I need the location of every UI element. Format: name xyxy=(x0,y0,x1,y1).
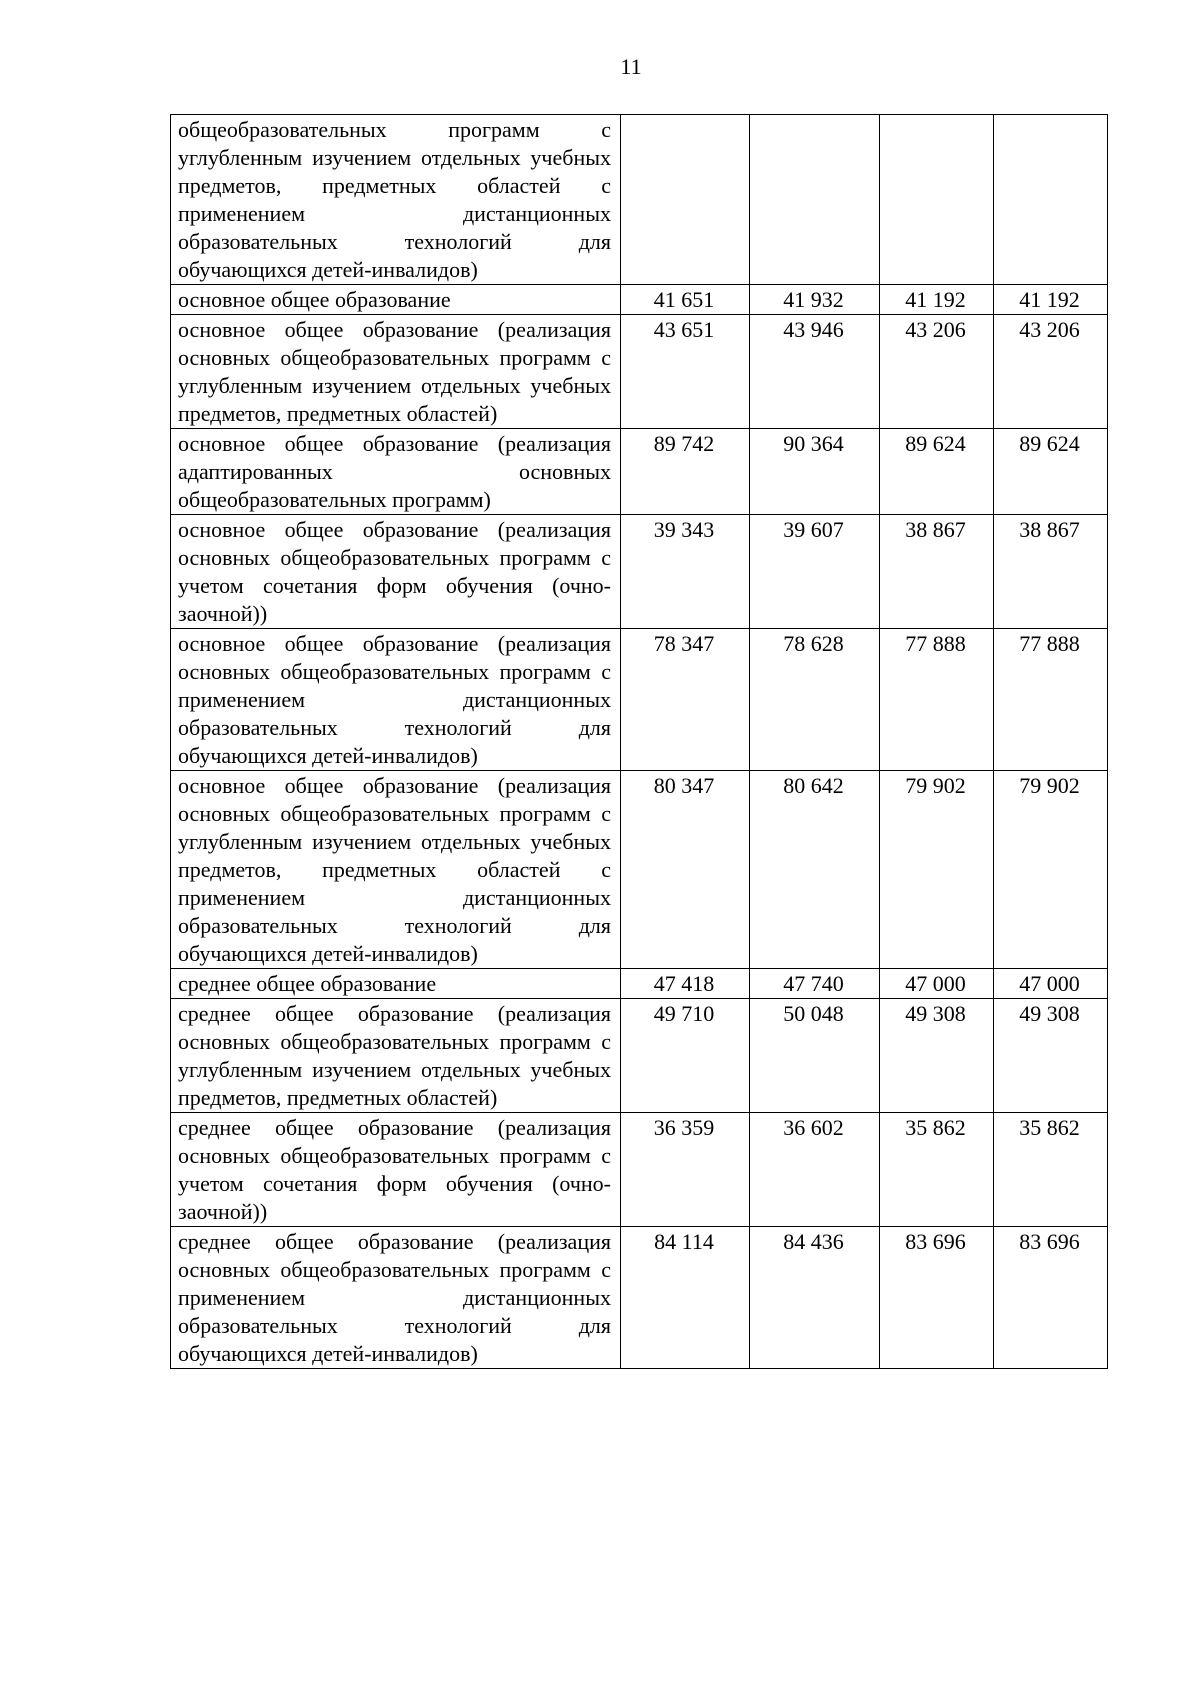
row-value: 39 343 xyxy=(621,515,750,629)
row-value: 79 902 xyxy=(880,771,994,969)
table-row xyxy=(171,429,1108,515)
table-row xyxy=(171,515,1108,629)
row-value: 36 602 xyxy=(750,1113,880,1227)
row-description: среднее общее образование (реализация основных общеобразовательных программ с углубленным изучением отдельных учебных предметов, предметных областей) xyxy=(171,999,621,1113)
row-value: 38 867 xyxy=(880,515,994,629)
row-value xyxy=(994,115,1108,285)
row-value: 43 651 xyxy=(621,315,750,429)
row-value: 83 696 xyxy=(880,1227,994,1369)
table-row xyxy=(171,115,1108,285)
row-description: среднее общее образование (реализация основных общеобразовательных программ с применением дистанционных образовательных технологий для обучающихся детей-инвалидов) xyxy=(171,1227,621,1369)
row-value: 47 000 xyxy=(880,969,994,999)
row-description: основное общее образование (реализация основных общеобразовательных программ с применением дистанционных образовательных технологий для обучающихся детей-инвалидов) xyxy=(171,629,621,771)
table-row xyxy=(171,1227,1108,1369)
row-value: 83 696 xyxy=(994,1227,1108,1369)
row-value: 47 740 xyxy=(750,969,880,999)
row-description: основное общее образование (реализация основных общеобразовательных программ с углубленным изучением отдельных учебных предметов, предметных областей с применением дистанционных образовательных технологий для обучающихся детей-инвалидов) xyxy=(171,771,621,969)
row-value: 39 607 xyxy=(750,515,880,629)
row-value: 43 946 xyxy=(750,315,880,429)
row-value: 41 192 xyxy=(994,285,1108,315)
row-value: 36 359 xyxy=(621,1113,750,1227)
row-description: среднее общее образование xyxy=(171,969,621,999)
row-value: 38 867 xyxy=(994,515,1108,629)
row-value: 47 418 xyxy=(621,969,750,999)
row-value: 43 206 xyxy=(880,315,994,429)
row-value: 80 347 xyxy=(621,771,750,969)
row-value: 78 347 xyxy=(621,629,750,771)
row-description: основное общее образование (реализация адаптированных основных общеобразовательных программ) xyxy=(171,429,621,515)
table-row xyxy=(171,969,1108,999)
row-value: 41 932 xyxy=(750,285,880,315)
row-value: 89 624 xyxy=(880,429,994,515)
table-row xyxy=(171,999,1108,1113)
table-row xyxy=(171,771,1108,969)
row-value: 49 308 xyxy=(880,999,994,1113)
table-row xyxy=(171,315,1108,429)
data-table xyxy=(170,114,1108,1369)
row-value: 49 308 xyxy=(994,999,1108,1113)
row-value: 78 628 xyxy=(750,629,880,771)
row-value: 41 651 xyxy=(621,285,750,315)
row-value: 77 888 xyxy=(994,629,1108,771)
row-value: 50 048 xyxy=(750,999,880,1113)
row-description: общеобразовательных программ с углубленным изучением отдельных учебных предметов, предметных областей с применением дистанционных образовательных технологий для обучающихся детей-инвалидов) xyxy=(171,115,621,285)
row-description: основное общее образование (реализация основных общеобразовательных программ с учетом сочетания форм обучения (очно-заочной)) xyxy=(171,515,621,629)
row-value: 77 888 xyxy=(880,629,994,771)
row-value xyxy=(621,115,750,285)
row-value: 35 862 xyxy=(880,1113,994,1227)
table-row xyxy=(171,285,1108,315)
row-value: 49 710 xyxy=(621,999,750,1113)
row-value: 84 114 xyxy=(621,1227,750,1369)
row-value xyxy=(750,115,880,285)
row-description: основное общее образование xyxy=(171,285,621,315)
row-value: 80 642 xyxy=(750,771,880,969)
row-value: 43 206 xyxy=(994,315,1108,429)
row-description: среднее общее образование (реализация основных общеобразовательных программ с учетом сочетания форм обучения (очно-заочной)) xyxy=(171,1113,621,1227)
row-value: 90 364 xyxy=(750,429,880,515)
row-value: 41 192 xyxy=(880,285,994,315)
row-value: 89 624 xyxy=(994,429,1108,515)
row-value: 89 742 xyxy=(621,429,750,515)
row-value: 79 902 xyxy=(994,771,1108,969)
row-value xyxy=(880,115,994,285)
table-row xyxy=(171,1113,1108,1227)
row-value: 47 000 xyxy=(994,969,1108,999)
table-row xyxy=(171,629,1108,771)
row-description: основное общее образование (реализация основных общеобразовательных программ с углубленным изучением отдельных учебных предметов, предметных областей) xyxy=(171,315,621,429)
row-value: 84 436 xyxy=(750,1227,880,1369)
page-number: 11 xyxy=(620,54,642,79)
row-value: 35 862 xyxy=(994,1113,1108,1227)
